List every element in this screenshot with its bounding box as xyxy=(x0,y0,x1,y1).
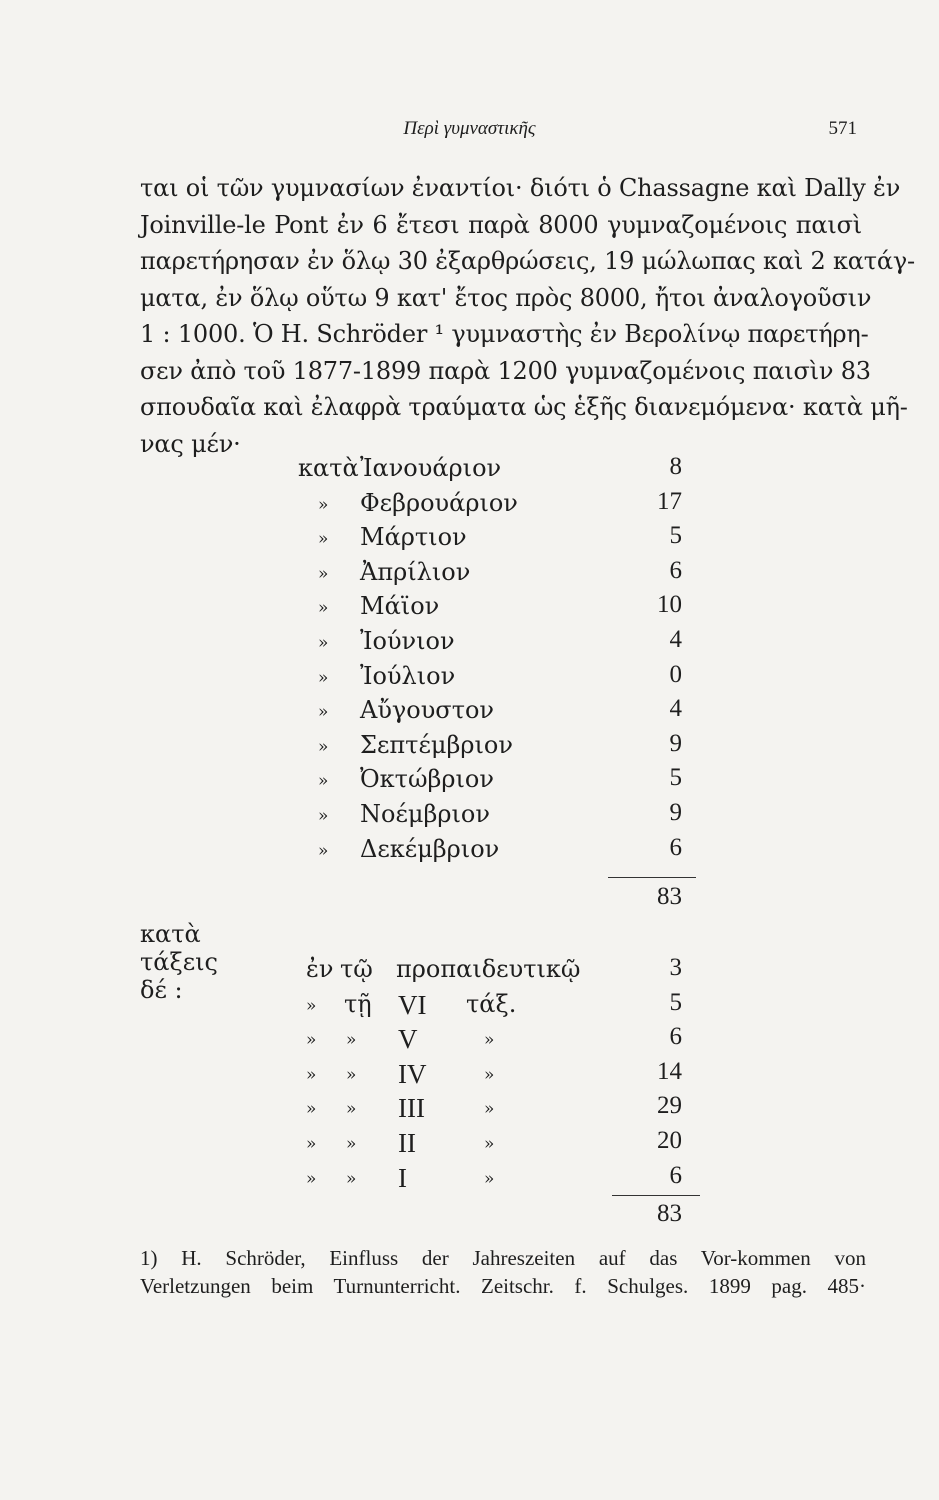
ditto-mark: » xyxy=(318,840,329,861)
class-value: 3 xyxy=(669,954,682,981)
month-value: 9 xyxy=(669,729,682,757)
footnote xyxy=(140,1244,866,1300)
class-table-intro: κατὰ τάξεις δέ : xyxy=(140,920,218,1004)
class-value: 6 xyxy=(669,1023,682,1051)
ditto-mark: » xyxy=(318,771,329,792)
month-value: 5 xyxy=(669,764,682,792)
body-paragraph xyxy=(140,170,915,462)
ditto-mark: » xyxy=(306,1134,317,1154)
body-line: 1 : 1000. Ὁ H. Schröder ¹ γυμναστὴς ἐν Βερολίνῳ παρετήρη- xyxy=(140,320,869,348)
ditto-mark: » xyxy=(484,1099,495,1120)
month-label: Φεβρουάριον xyxy=(360,488,518,517)
class-value: 6 xyxy=(669,1161,682,1189)
month-value: 6 xyxy=(669,556,682,584)
month-label: Ἰούλιον xyxy=(360,661,456,690)
ditto-mark: » xyxy=(318,529,329,550)
ditto-mark: » xyxy=(484,1064,495,1085)
ditto-mark: » xyxy=(306,1064,317,1085)
ditto-mark: » xyxy=(484,1134,495,1154)
month-label: Αὔγουστον xyxy=(360,696,495,725)
month-value: 0 xyxy=(669,660,682,688)
month-value: 9 xyxy=(669,799,682,826)
ditto-mark: » xyxy=(346,1030,357,1051)
month-label: Δεκέμβριον xyxy=(360,834,500,863)
body-line: παρετήρησαν ἐν ὅλῳ 30 ἐξαρθρώσεις, 19 μώλωπας καὶ 2 κατάγ- xyxy=(140,247,915,275)
month-value: 10 xyxy=(657,591,682,619)
ditto-mark: » xyxy=(318,702,329,723)
class-value: 14 xyxy=(657,1057,682,1085)
class-value: 5 xyxy=(669,988,682,1016)
class-label: I xyxy=(398,1162,407,1193)
body-line: Joinville-le Pont ἐν 6 ἔτεσι παρὰ 8000 γυμναζομένοις παισὶ xyxy=(140,210,862,239)
body-line: ται οἱ τῶν γυμνασίων ἐναντίοι· διότι ὁ Chassagne καὶ Dally ἐν xyxy=(140,174,901,202)
month-label: Ὀκτώβριον xyxy=(360,765,494,794)
ditto-mark: » xyxy=(306,1168,317,1189)
ditto-mark: » xyxy=(318,494,329,515)
ditto-mark: » xyxy=(318,806,329,826)
month-value: 6 xyxy=(669,833,682,861)
ditto-mark: » xyxy=(318,563,329,584)
class-article: τῇ xyxy=(344,989,372,1018)
class-label: V xyxy=(398,1024,418,1055)
ditto-mark: » xyxy=(306,1099,317,1120)
month-total-rule xyxy=(608,877,696,878)
class-value: 29 xyxy=(657,1092,682,1120)
month-label: Μάϊον xyxy=(360,592,440,621)
body-line: νας μέν· xyxy=(140,429,241,458)
class-label: III xyxy=(398,1093,425,1124)
class-total: 83 xyxy=(657,1200,682,1227)
ditto-mark: » xyxy=(346,1064,357,1085)
body-line: ματα, ἐν ὅλῳ οὕτω 9 κατ' ἔτος πρὸς 8000, ἤτοι ἀναλογοῦσιν xyxy=(140,283,872,312)
month-label: Σεπτέμβριον xyxy=(360,730,513,759)
body-line: σεν ἀπὸ τοῦ 1877-1899 παρὰ 1200 γυμναζομένοις παισὶν 83 xyxy=(140,356,871,385)
ditto-mark: » xyxy=(306,995,317,1016)
class-article: τῷ xyxy=(340,955,373,983)
month-value: 4 xyxy=(669,626,682,653)
month-label: Ἰανουάριον xyxy=(360,454,502,482)
month-value: 8 xyxy=(669,453,682,480)
month-label: Ἀπρίλιον xyxy=(360,557,471,586)
ditto-mark: » xyxy=(306,1030,317,1051)
footnote-line: Verletzungen beim Turnunterricht. Zeitschr. f. Schulges. 1899 pag. 485· xyxy=(140,1274,866,1298)
month-value: 5 xyxy=(669,522,682,550)
footnote-line: 1) H. Schröder, Einfluss der Jahreszeiten auf das Vor-kommen von xyxy=(140,1246,866,1270)
month-lead-word: κατὰ xyxy=(298,454,359,482)
ditto-mark: » xyxy=(346,1168,357,1189)
month-label: Νοέμβριον xyxy=(360,800,490,828)
ditto-mark: » xyxy=(318,736,329,757)
class-abbr: τάξ. xyxy=(466,989,517,1018)
month-total: 83 xyxy=(657,883,682,910)
class-label: VI xyxy=(398,989,427,1020)
body-line: σπουδαῖα καὶ ἐλαφρὰ τραύματα ὡς ἑξῆς διανεμόμενα· κατὰ μῆ- xyxy=(140,393,908,421)
month-value: 17 xyxy=(657,487,682,515)
page-number: 571 xyxy=(828,118,857,139)
ditto-mark: » xyxy=(318,633,329,653)
ditto-mark: » xyxy=(318,598,329,619)
running-header-title: Περὶ γυμναστικῆς xyxy=(403,118,536,139)
class-value: 20 xyxy=(657,1127,682,1154)
class-total-rule xyxy=(612,1195,700,1196)
month-label: Ἰούνιον xyxy=(360,627,455,655)
class-label: II xyxy=(398,1128,416,1158)
ditto-mark: » xyxy=(318,667,329,688)
ditto-mark: » xyxy=(346,1134,357,1154)
ditto-mark: » xyxy=(484,1168,495,1189)
ditto-mark: » xyxy=(484,1030,495,1051)
class-label: προπαιδευτικῷ xyxy=(396,955,581,983)
month-value: 4 xyxy=(669,695,682,723)
ditto-mark: » xyxy=(346,1099,357,1120)
month-label: Μάρτιον xyxy=(360,523,467,552)
class-prep: ἐν xyxy=(306,955,334,983)
class-label: IV xyxy=(398,1058,427,1089)
